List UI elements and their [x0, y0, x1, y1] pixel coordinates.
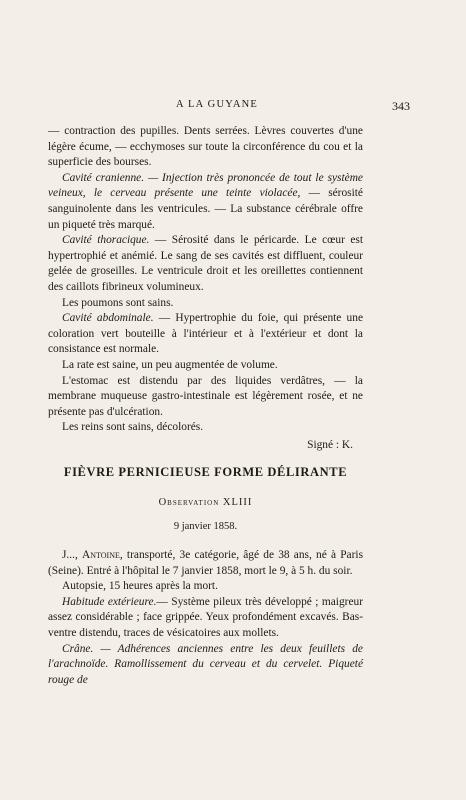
signature: Signé : K.	[307, 438, 353, 451]
running-title: A LA GUYANE	[176, 99, 259, 110]
paragraph-lungs: Les poumons sont sains.	[62, 296, 174, 309]
section-title: FIÈVRE PERNICIEUSE FORME DÉLIRANTE	[63, 465, 348, 479]
autopsy-text-block-1	[48, 124, 363, 453]
autopsy-text-block-2	[48, 548, 363, 688]
paragraph-patient: J..., Antoine, transporté, 3e catégorie, âgé de 38 ans, né à Paris (Seine). Entré à l'hôpital le 7 janvier 1858, mort le 9, à 5 h. du soir.	[48, 549, 364, 577]
paragraph-autopsy: Autopsie, 15 heures après la mort.	[62, 580, 218, 593]
paragraph-spleen: La rate est saine, un peu augmentée de volume.	[62, 358, 278, 371]
paragraph-stomach: L'estomac est distendu par des liquides verdâtres, — la membrane muqueuse gastro-intestinale est légèrement rosée, et ne présente pas d'ulcération.	[48, 374, 363, 418]
paragraph-cranial: Cavité cranienne. — Injection très prononcée de tout le système veineux, le cerveau présente une teinte violacée, — sérosité sanguinolente dans les ventricules. — La substance cérébrale offre un piqueté très marqué.	[48, 171, 363, 231]
page-header	[48, 99, 408, 115]
paragraph: — contraction des pupilles. Dents serrées. Lèvres couvertes d'une légère écume, — ecchymoses sur toute la circonférence du cou et la superficie des bourses.	[48, 125, 363, 169]
paragraph-exterior: Habitude extérieure.— Système pileux très développé ; maigreur assez considérable ; face grippée. Yeux profondément excavés. Bas-ventre distendu, traces de vésicatoires aux mollets.	[48, 595, 363, 639]
observation-label: Observation XLIII	[158, 497, 253, 508]
paragraph-thoracic: Cavité thoracique. — Sérosité dans le péricarde. Le cœur est hypertrophié et anémié. Le sang de ses cavités est diffluent, couleur gelée de groseilles. Le ventricule droit et les oreillettes contiennent des caillots fibrineux volumineux.	[48, 234, 363, 293]
page-number: 343	[392, 99, 410, 113]
paragraph-abdominal: Cavité abdominale. — Hypertrophie du foie, qui présente une coloration vert bouteille à l'intérieur et à l'extérieur et dont la consistance est normale.	[48, 312, 364, 356]
observation-date: 9 janvier 1858.	[173, 521, 238, 532]
paragraph-skull: Crâne. — Adhérences anciennes entre les deux feuillets de l'arachnoïde. Ramollissement du cerveau et du cervelet. Piqueté rouge de	[48, 642, 363, 686]
paragraph-kidneys: Les reins sont sains, décolorés.	[62, 421, 204, 434]
